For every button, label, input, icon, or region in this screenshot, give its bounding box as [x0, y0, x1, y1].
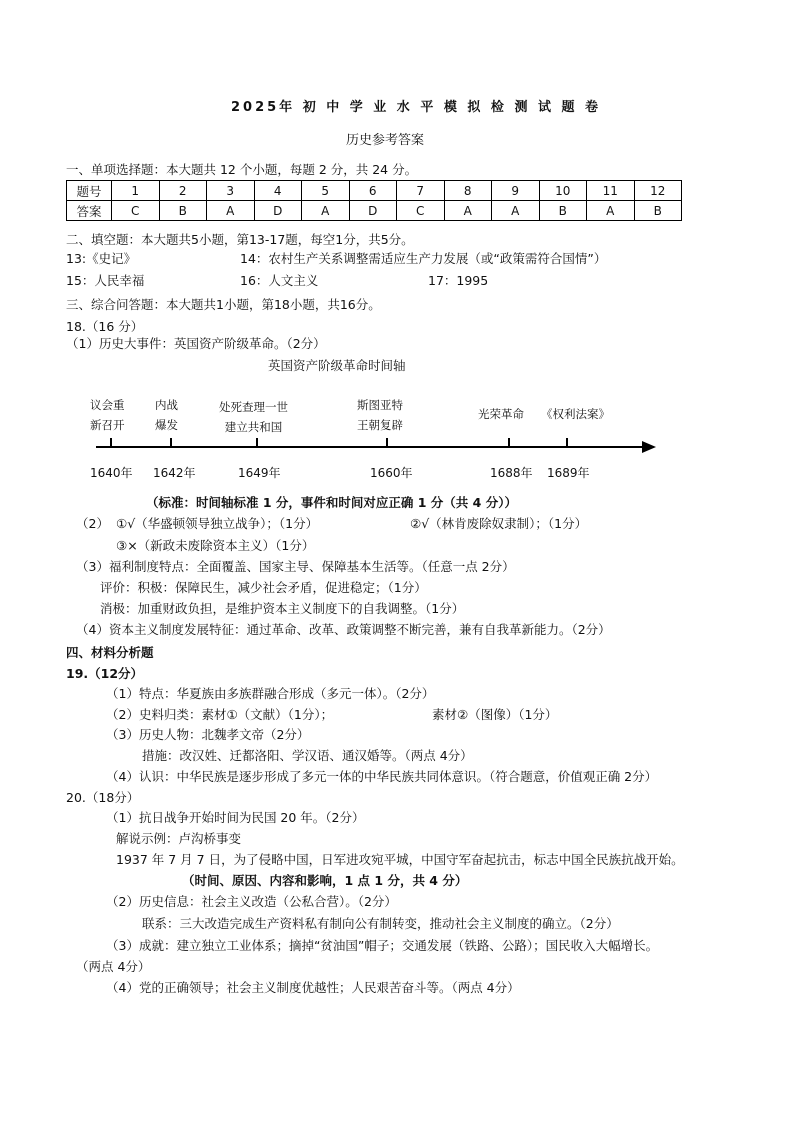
timeline-arrow-icon — [642, 441, 656, 453]
table-cell: A — [207, 201, 255, 221]
table-cell: 10 — [539, 181, 587, 201]
table-cell: 7 — [397, 181, 445, 201]
timeline-tick — [386, 438, 388, 447]
q20-part1: （1）抗日战争开始时间为民国 20 年。（2分） — [106, 810, 365, 825]
timeline-year: 1642年 — [153, 466, 196, 480]
q19-part1: （1）特点：华夏族由多族群融合形成（多元一体）。（2分） — [106, 686, 435, 701]
answer-14: 14：农村生产关系调整需适应生产力发展（或“政策需符合国情”） — [240, 251, 607, 266]
table-cell: D — [349, 201, 397, 221]
timeline-tick — [170, 438, 172, 447]
timeline-year: 1660年 — [370, 466, 413, 480]
table-cell: C — [112, 201, 160, 221]
table-cell: B — [634, 201, 682, 221]
table-header-cell: 答案 — [67, 201, 112, 221]
section3-heading: 三、综合问答题：本大题共1小题，第18小题，共16分。 — [66, 297, 381, 312]
q18-part1: （1）历史大事件：英国资产阶级革命。（2分） — [66, 336, 326, 351]
q20-part3: （3）成就：建立独立工业体系；摘掉“贫油国”帽子；交通发展（铁路、公路）；国民收入大幅增长。 — [106, 938, 659, 953]
question-20-label: 20.（18分） — [66, 790, 140, 805]
table-cell: C — [397, 201, 445, 221]
timeline-event: 议会重 新召开 — [90, 398, 125, 432]
q19-part2-b: 素材②（图像）（1分） — [432, 707, 558, 722]
q18-part2-c: ③×（新政未废除资本主义）（1分） — [116, 538, 315, 553]
section1-heading: 一、单项选择题：本大题共 12 个小题，每题 2 分，共 24 分。 — [66, 162, 418, 177]
table-header-cell: 题号 — [67, 181, 112, 201]
table-cell: D — [254, 201, 302, 221]
table-cell: 11 — [587, 181, 635, 201]
timeline-event: 光荣革命 — [478, 407, 524, 421]
table-row-numbers — [67, 181, 682, 201]
table-cell: B — [539, 201, 587, 221]
q18-part3-negative: 消极：加重财政负担，是维护资本主义制度下的自我调整。（1分） — [100, 601, 465, 616]
table-cell: 1 — [112, 181, 160, 201]
table-cell: 9 — [492, 181, 540, 201]
table-cell: A — [587, 201, 635, 221]
timeline-axis — [96, 446, 644, 448]
q18-part2-label: （2） — [76, 516, 109, 531]
timeline-event: 内战 爆发 — [155, 398, 178, 432]
q18-part3-eval: 评价：积极：保障民生，减少社会矛盾，促进稳定；（1分） — [100, 580, 427, 595]
q20-part2-connection: 联系：三大改造完成生产资料私有制向公有制转变，推动社会主义制度的确立。（2分） — [142, 916, 619, 931]
timeline-title: 英国资产阶级革命时间轴 — [268, 358, 406, 373]
q19-part4: （4）认识：中华民族是逐步形成了多元一体的中华民族共同体意识。（符合题意，价值观正确 2分） — [106, 769, 658, 784]
section2-heading: 二、填空题：本大题共5小题，第13-17题，每空1分，共5分。 — [66, 232, 414, 247]
table-cell: 4 — [254, 181, 302, 201]
answer-table — [66, 180, 682, 221]
table-cell: A — [302, 201, 350, 221]
q19-part3-measures: 措施：改汉姓、迁都洛阳、学汉语、通汉婚等。（两点 4分） — [142, 748, 473, 763]
table-cell: 12 — [634, 181, 682, 201]
q20-part1-example: 解说示例：卢沟桥事变 — [116, 831, 242, 846]
q20-part4: （4）党的正确领导；社会主义制度优越性；人民艰苦奋斗等。（两点 4分） — [106, 980, 520, 995]
table-cell: B — [159, 201, 207, 221]
q20-part1-explanation: 1937 年 7 月 7 日，为了侵略中国，日军进攻宛平城，中国守军奋起抗击，标志中国全民族抗战开始。 — [116, 852, 684, 867]
scoring-standard: （标准：时间轴标准 1 分，事件和时间对应正确 1 分（共 4 分）） — [146, 495, 517, 510]
question-19-label: 19.（12分） — [66, 666, 144, 681]
table-cell: 5 — [302, 181, 350, 201]
timeline-tick — [110, 438, 112, 447]
q19-part2-a: （2）史料归类：素材①（文献）（1分）； — [106, 707, 334, 722]
table-cell: A — [444, 201, 492, 221]
q18-part2-b: ②√（林肯废除奴隶制）；（1分） — [410, 516, 588, 531]
table-cell: A — [492, 201, 540, 221]
timeline-event: 斯图亚特 王朝复辟 — [357, 398, 403, 432]
question-18-label: 18.（16 分） — [66, 319, 144, 334]
exam-title: 2025年 初 中 学 业 水 平 模 拟 检 测 试 题 卷 — [231, 100, 602, 115]
timeline-year: 1640年 — [90, 466, 133, 480]
timeline-event: 处死查理一世 建立共和国 — [219, 400, 288, 434]
table-cell: 8 — [444, 181, 492, 201]
q19-part3: （3）历史人物：北魏孝文帝（2分） — [106, 727, 310, 742]
timeline-year: 1689年 — [547, 466, 590, 480]
table-cell: 3 — [207, 181, 255, 201]
answer-subtitle: 历史参考答案 — [346, 133, 425, 148]
answer-15: 15：人民幸福 — [66, 273, 145, 288]
answer-16: 16：人文主义 — [240, 273, 319, 288]
timeline-year: 1688年 — [490, 466, 533, 480]
q20-part1-scoring: （时间、原因、内容和影响，1 点 1 分，共 4 分） — [182, 873, 468, 888]
q18-part4: （4）资本主义制度发展特征：通过革命、改革、政策调整不断完善，兼有自我革新能力。（2分） — [76, 622, 611, 637]
timeline-year: 1649年 — [238, 466, 281, 480]
q20-part2: （2）历史信息：社会主义改造（公私合营）。（2分） — [106, 894, 397, 909]
table-cell: 6 — [349, 181, 397, 201]
timeline-tick — [508, 438, 510, 447]
section4-heading: 四、材料分析题 — [66, 645, 154, 660]
table-row-answers — [67, 201, 682, 221]
timeline-event: 《权利法案》 — [541, 407, 610, 421]
timeline-tick — [566, 438, 568, 447]
q18-part3: （3）福利制度特点：全面覆盖、国家主导、保障基本生活等。（任意一点 2分） — [76, 559, 515, 574]
table-cell: 2 — [159, 181, 207, 201]
timeline-tick — [256, 438, 258, 447]
q18-part2-a: ①√（华盛顿领导独立战争）；（1分） — [116, 516, 319, 531]
answer-13: 13:《史记》 — [66, 251, 137, 266]
q20-part3-score: （两点 4分） — [76, 959, 151, 974]
answer-17: 17：1995 — [428, 273, 489, 288]
